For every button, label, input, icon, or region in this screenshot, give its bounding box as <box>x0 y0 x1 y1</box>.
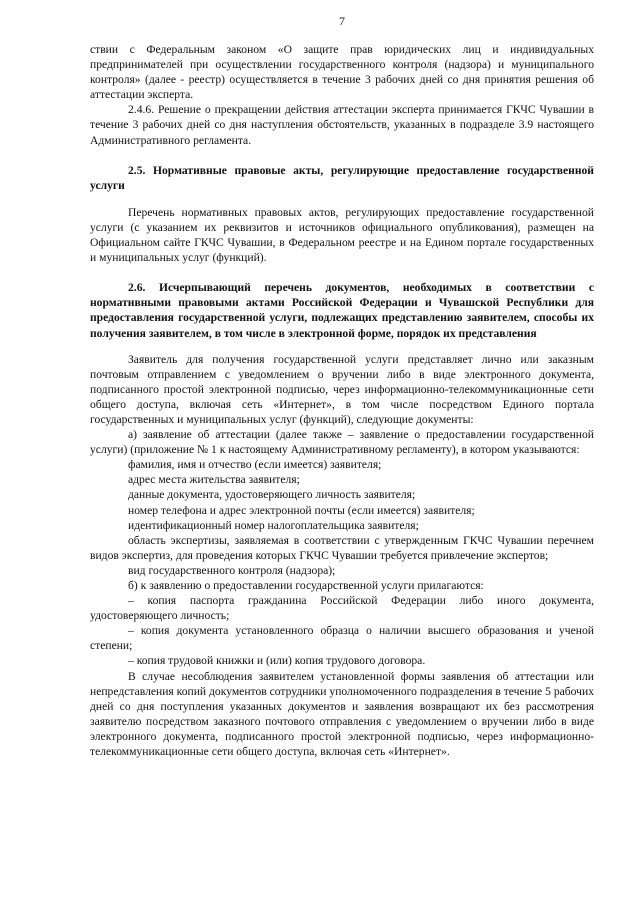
page-number: 7 <box>339 14 345 28</box>
list-item: вид государственного контроля (надзора); <box>128 563 336 577</box>
list-item: идентификационный номер налогоплательщика заявителя; <box>128 518 419 532</box>
paragraph-legal-acts: Перечень нормативных правовых актов, регулирующих предоставление государственной услуги (с указанием их реквизитов и источников официального опубликования), размещен на Официальном сайте ГКЧС Чувашии, в Федеральном реестре и на Едином портале государственных и муниципальных услуг (функций). <box>90 205 594 265</box>
spacer <box>90 341 594 352</box>
list-item: – копия трудовой книжки и (или) копия трудового договора. <box>128 654 426 668</box>
list-item: фамилия, имя и отчество (если имеется) заявителя; <box>128 458 382 472</box>
spacer <box>90 193 594 205</box>
list-item: – копия паспорта гражданина Российской Федерации либо иного документа, удостоверяющего личность; <box>90 594 594 623</box>
paragraph-item-a: а) заявление об аттестации (далее также – заявление о предоставлении государственной услуги) (приложение № 1 к настоящему Административному регламенту), в котором указываются: <box>90 428 594 457</box>
paragraph-applicant: Заявитель для получения государственной услуги представляет лично или заказным почтовым отправлением с уведомлением о вручении либо в виде электронного документа, подписанного простой электронной подписью, через информационно-телекоммуникационные сети общего доступа, включая сеть «Интернет», в том числе посредством Единого портала государственных и муниципальных услуг (функций), следующие документы: <box>90 352 594 426</box>
list-item: номер телефона и адрес электронной почты (если имеется) заявителя; <box>128 503 475 517</box>
list-item: – копия документа установленного образца о наличии высшего образования и ученой степени; <box>90 624 594 653</box>
list-item: область экспертизы, заявляемая в соответствии с утвержденным ГКЧС Чувашии перечнем видов экспертиз, для проведения которых ГКЧС Чувашии требуется привлечение экспертов; <box>90 533 594 562</box>
paragraph-2-4-6: 2.4.6. Решение о прекращении действия аттестации эксперта принимается ГКЧС Чувашии в течение 3 рабочих дней со дня наступления обстоятельств, указанных в подразделе 3.9 настоящего Административного регламента. <box>90 103 594 147</box>
list-item: адрес места жительства заявителя; <box>128 473 300 487</box>
paragraph-noncompliance: В случае несоблюдения заявителем установленной формы заявления об аттестации или непредставления копий документов сотрудники уполномоченного подразделения в течение 5 рабочих дней со дня поступления указанных документов и заявления возвращают их без рассмотрения заявителю посредством заказного почтового отправления с уведомлением о вручении либо в виде электронного документа, подписанного простой электронной подписью, через информационно-телекоммуникационные сети общего доступа, включая сеть «Интернет». <box>90 669 594 759</box>
heading-2-5: 2.5. Нормативные правовые акты, регулирующие предоставление государственной услуги <box>90 163 594 192</box>
list-item: данные документа, удостоверяющего личность заявителя; <box>128 488 416 502</box>
heading-2-6: 2.6. Исчерпывающий перечень документов, необходимых в соответствии с нормативными правовыми актами Российской Федерации и Чувашской Республики для предоставления государственной услуги, подлежащих представлению заявителем, способы их получения заявителем, в том числе в электронной форме, порядок их представления <box>90 281 594 340</box>
paragraph-registry: ствии с Федеральным законом «О защите прав юридических лиц и индивидуальных предпринимателей при осуществлении государственного контроля (надзора) и муниципального контроля» (далее - реестр) осуществляется в течение 3 рабочих дней со дня принятия решения об аттестации эксперта. <box>90 43 594 102</box>
paragraph-item-b: б) к заявлению о предоставлении государственной услуги прилагаются: <box>128 579 484 592</box>
